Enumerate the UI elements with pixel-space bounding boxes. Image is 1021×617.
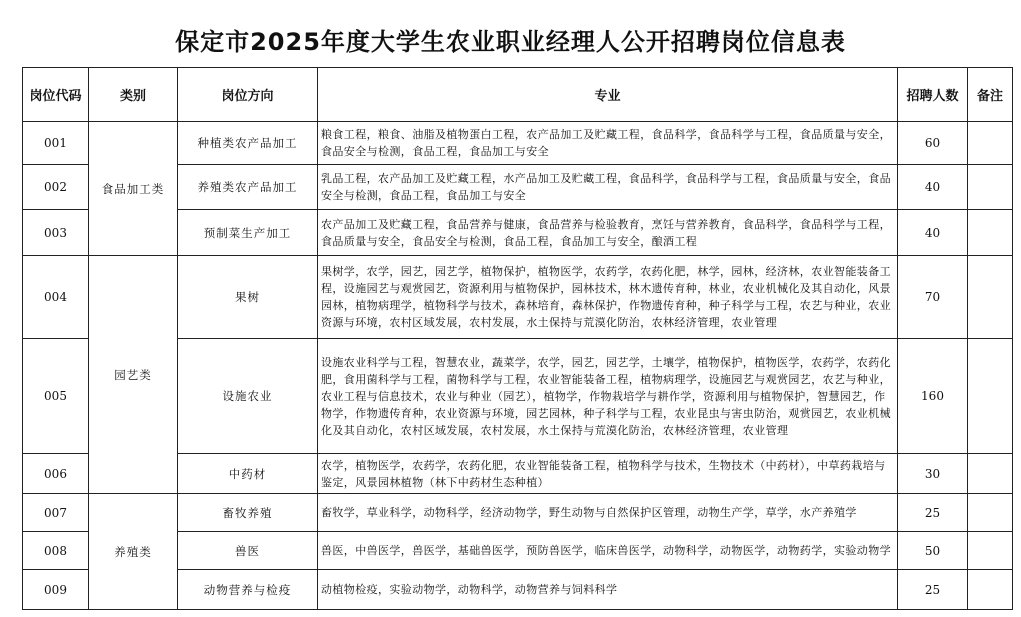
row-count: 30: [898, 454, 968, 494]
positions-table: [22, 67, 1013, 610]
row-count: 70: [898, 256, 968, 339]
header-direction: 岗位方向: [178, 68, 318, 122]
row-note: [968, 454, 1013, 494]
row-count: 60: [898, 122, 968, 165]
row-count: 50: [898, 532, 968, 570]
row-code: 005: [23, 339, 89, 454]
header-count: 招聘人数: [898, 68, 968, 122]
row-code: 001: [23, 122, 89, 165]
row-note: [968, 494, 1013, 532]
header-major: 专业: [318, 68, 898, 122]
row-code: 008: [23, 532, 89, 570]
row-direction: 中药材: [178, 454, 318, 494]
header-note: 备注: [968, 68, 1013, 122]
row-note: [968, 256, 1013, 339]
row-direction: 设施农业: [178, 339, 318, 454]
row-count: 40: [898, 165, 968, 210]
row-code: 004: [23, 256, 89, 339]
row-note: [968, 339, 1013, 454]
row-code: 003: [23, 210, 89, 256]
row-major: 乳品工程，农产品加工及贮藏工程，水产品加工及贮藏工程，食品科学，食品科学与工程，食品质量与安全，食品安全与检测，食品工程，食品加工与安全: [318, 165, 898, 210]
row-major: 动植物检疫，实验动物学，动物科学，动物营养与饲料科学: [318, 570, 898, 610]
row-code: 002: [23, 165, 89, 210]
table-row: [23, 494, 1013, 532]
row-note: [968, 210, 1013, 256]
row-note: [968, 165, 1013, 210]
row-count: 25: [898, 494, 968, 532]
row-code: 007: [23, 494, 89, 532]
row-note: [968, 122, 1013, 165]
row-major: 果树学，农学，园艺，园艺学，植物保护，植物医学，农药学，农药化肥，林学，园林，经济林，农业智能装备工程，设施园艺与观赏园艺，资源利用与植物保护，园林技术，林木遗传育种，林业，农业机械化及其自动化，风景园林，植物病理学，植物科学与技术，森林培育，森林保护，作物遗传育种，种子科学与工程，农艺与种业，农业资源与环境，农村区域发展，农村发展，水土保持与荒漠化防治，农林经济管理，农业管理: [318, 256, 898, 339]
row-note: [968, 570, 1013, 610]
row-major: 畜牧学，草业科学，动物科学，经济动物学，野生动物与自然保护区管理，动物生产学，草学，水产养殖学: [318, 494, 898, 532]
row-direction: 种植类农产品加工: [178, 122, 318, 165]
row-direction: 畜牧养殖: [178, 494, 318, 532]
header-category: 类别: [89, 68, 178, 122]
row-code: 009: [23, 570, 89, 610]
row-code: 006: [23, 454, 89, 494]
row-major: 设施农业科学与工程，智慧农业，蔬菜学，农学，园艺，园艺学，土壤学，植物保护，植物医学，农药学，农药化肥，食用菌科学与工程，菌物科学与工程，农业智能装备工程，植物病理学，设施园艺与观赏园艺，农艺与种业，农业工程与信息技术，农业与种业（园艺），植物学，作物栽培学与耕作学，资源利用与植物保护，智慧园艺，作物学，作物遗传育种，农业资源与环境，园艺园林，种子科学与工程，农业昆虫与害虫防治，观赏园艺，农业机械化及其自动化，农村区域发展，农村发展，水土保持与荒漠化防治，农林经济管理，农业管理: [318, 339, 898, 454]
row-count: 40: [898, 210, 968, 256]
category-cell: 食品加工类: [89, 122, 178, 256]
row-note: [968, 532, 1013, 570]
row-direction: 动物营养与检疫: [178, 570, 318, 610]
header-code: 岗位代码: [23, 68, 89, 122]
category-cell: 养殖类: [89, 494, 178, 610]
row-direction: 预制菜生产加工: [178, 210, 318, 256]
row-direction: 养殖类农产品加工: [178, 165, 318, 210]
header-row: [23, 68, 1013, 122]
row-major: 农学，植物医学，农药学，农药化肥，农业智能装备工程，植物科学与技术，生物技术（中药材），中草药栽培与鉴定，风景园林植物（林下中药材生态种植）: [318, 454, 898, 494]
row-major: 兽医，中兽医学，兽医学，基础兽医学，预防兽医学，临床兽医学，动物科学，动物医学，动物药学，实验动物学: [318, 532, 898, 570]
row-major: 粮食工程，粮食、油脂及植物蛋白工程，农产品加工及贮藏工程，食品科学，食品科学与工程，食品质量与安全，食品安全与检测，食品工程，食品加工与安全: [318, 122, 898, 165]
table-row: [23, 256, 1013, 339]
table-row: [23, 122, 1013, 165]
row-direction: 兽医: [178, 532, 318, 570]
row-count: 160: [898, 339, 968, 454]
page-title: 保定市2025年度大学生农业职业经理人公开招聘岗位信息表: [175, 28, 846, 56]
row-major: 农产品加工及贮藏工程，食品营养与健康，食品营养与检验教育，烹饪与营养教育，食品科学，食品科学与工程，食品质量与安全，食品安全与检测，食品工程，食品加工与安全，酿酒工程: [318, 210, 898, 256]
category-cell: 园艺类: [89, 256, 178, 494]
row-direction: 果树: [178, 256, 318, 339]
row-count: 25: [898, 570, 968, 610]
